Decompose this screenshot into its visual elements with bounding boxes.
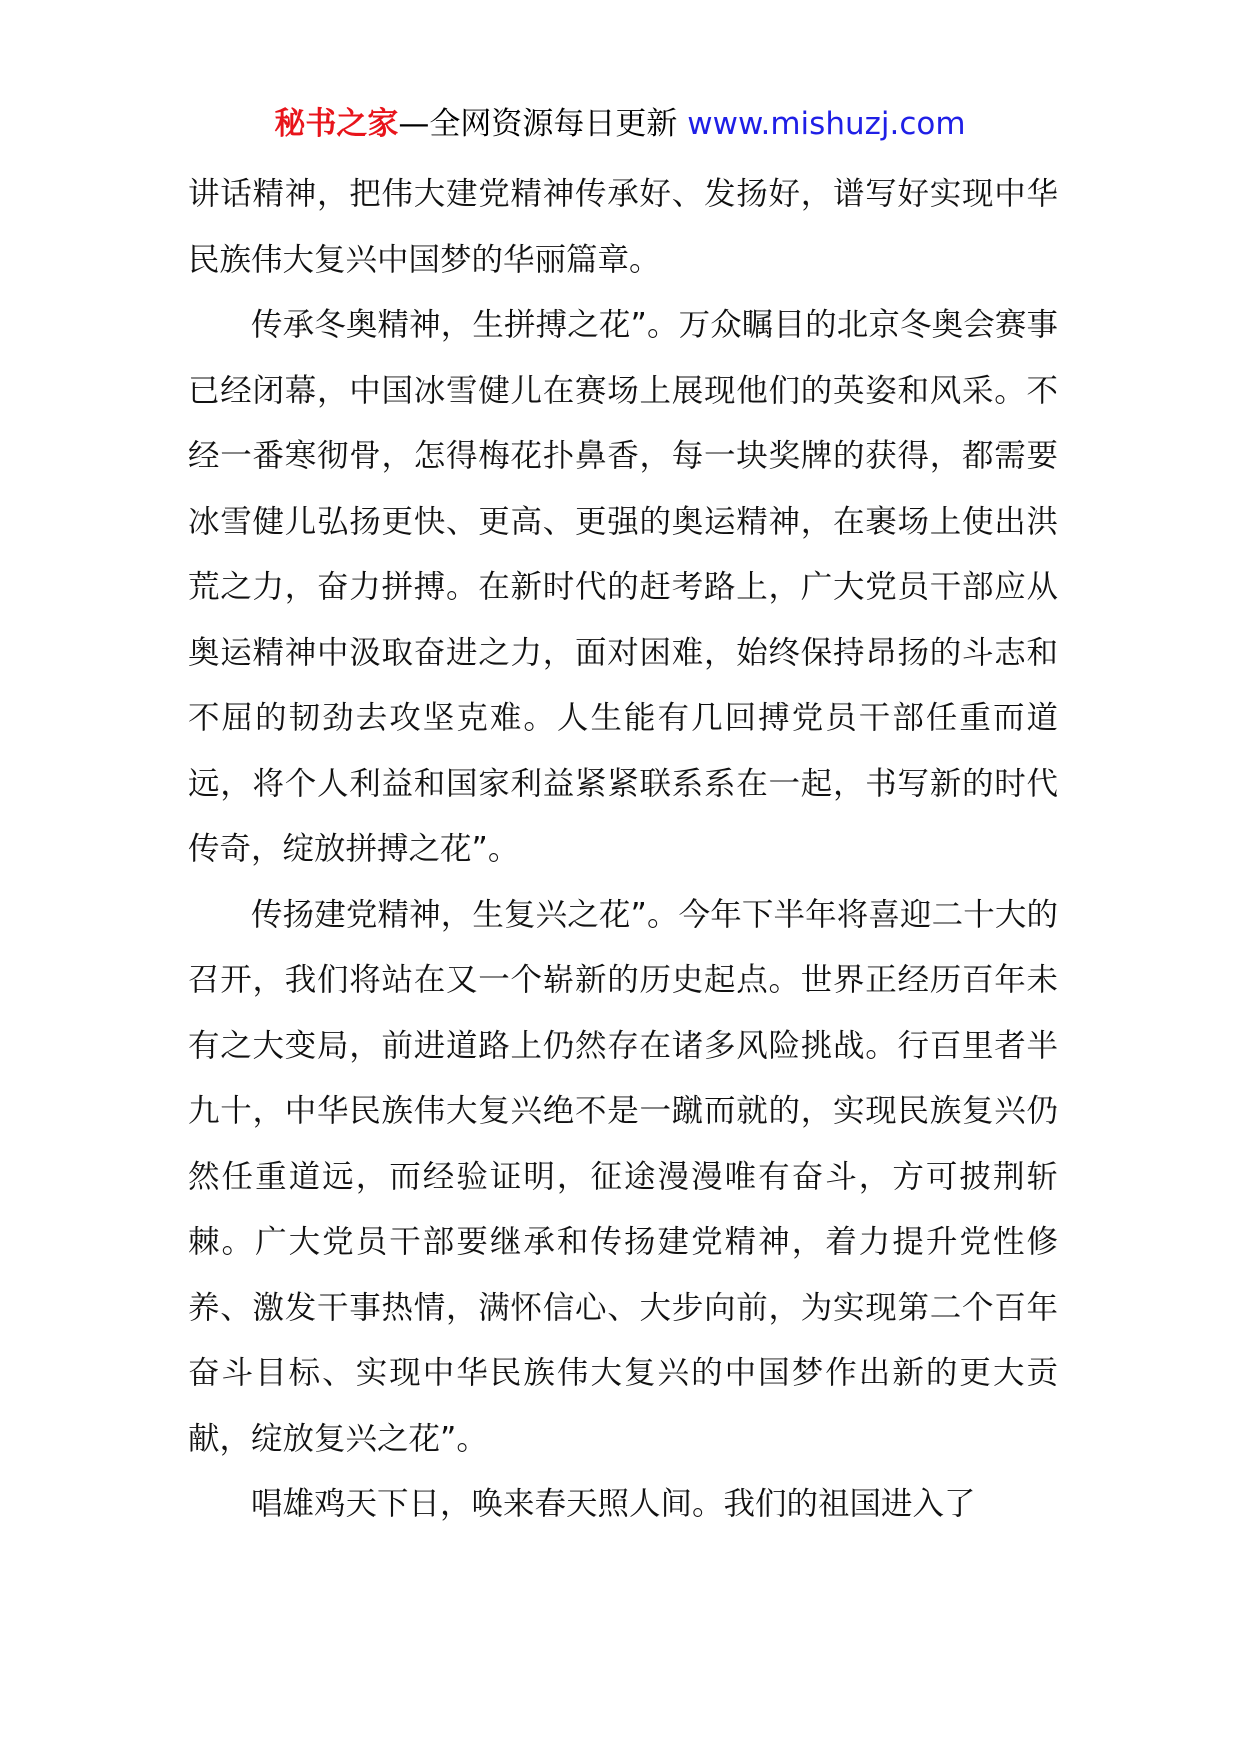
paragraph-closing: 唱雄鸡天下日，唤来春天照人间。我们的祖国进入了: [251, 1486, 976, 1522]
page-header: [0, 100, 1240, 148]
header-url-link[interactable]: www.mishuzj.com: [687, 106, 966, 142]
paragraph-party-spirit: 传扬建党精神，生复兴之花”。今年下半年将喜迎二十大的召开，我们将站在又一个崭新的历史起点。世界正经历百年未有之大变局，前进道路上仍然存在诸多风险挑战。行百里者半九十，中华民族伟大复兴绝不是一蹴而就的，实现民族复兴仍然任重道远，而经验证明，征途漫漫唯有奋斗，方可披荆斩棘。广大党员干部要继承和传扬建党精神，着力提升党性修养、激发干事热情，满怀信心、大步向前，为实现第二个百年奋斗目标、实现中华民族伟大复兴的中国梦作出新的更大贡献，绽放复兴之花”。: [188, 896, 1058, 1457]
paragraph-continued: 讲话精神，把伟大建党精神传承好、发扬好，谱写好实现中华民族伟大复兴中国梦的华丽篇章。: [188, 176, 1058, 278]
paragraph-winter-olympics: 传承冬奥精神，生拼搏之花”。万众瞩目的北京冬奥会赛事已经闭幕，中国冰雪健儿在赛场上展现他们的英姿和风采。不经一番寒彻骨，怎得梅花扑鼻香，每一块奖牌的获得，都需要冰雪健儿弘扬更快、更高、更强的奥运精神，在裹场上使出洪荒之力，奋力拼搏。在新时代的赶考路上，广大党员干部应从奥运精神中汲取奋进之力，面对困难，始终保持昂扬的斗志和不屈的韧劲去攻坚克难。人生能有几回搏党员干部任重而道远，将个人利益和国家利益紧紧联系系在一起，书写新的时代传奇，绽放拼搏之花”。: [188, 307, 1058, 867]
document-body: [188, 162, 1058, 1538]
header-brand: 秘书之家: [274, 106, 399, 142]
header-tagline: —全网资源每日更新: [398, 106, 688, 142]
